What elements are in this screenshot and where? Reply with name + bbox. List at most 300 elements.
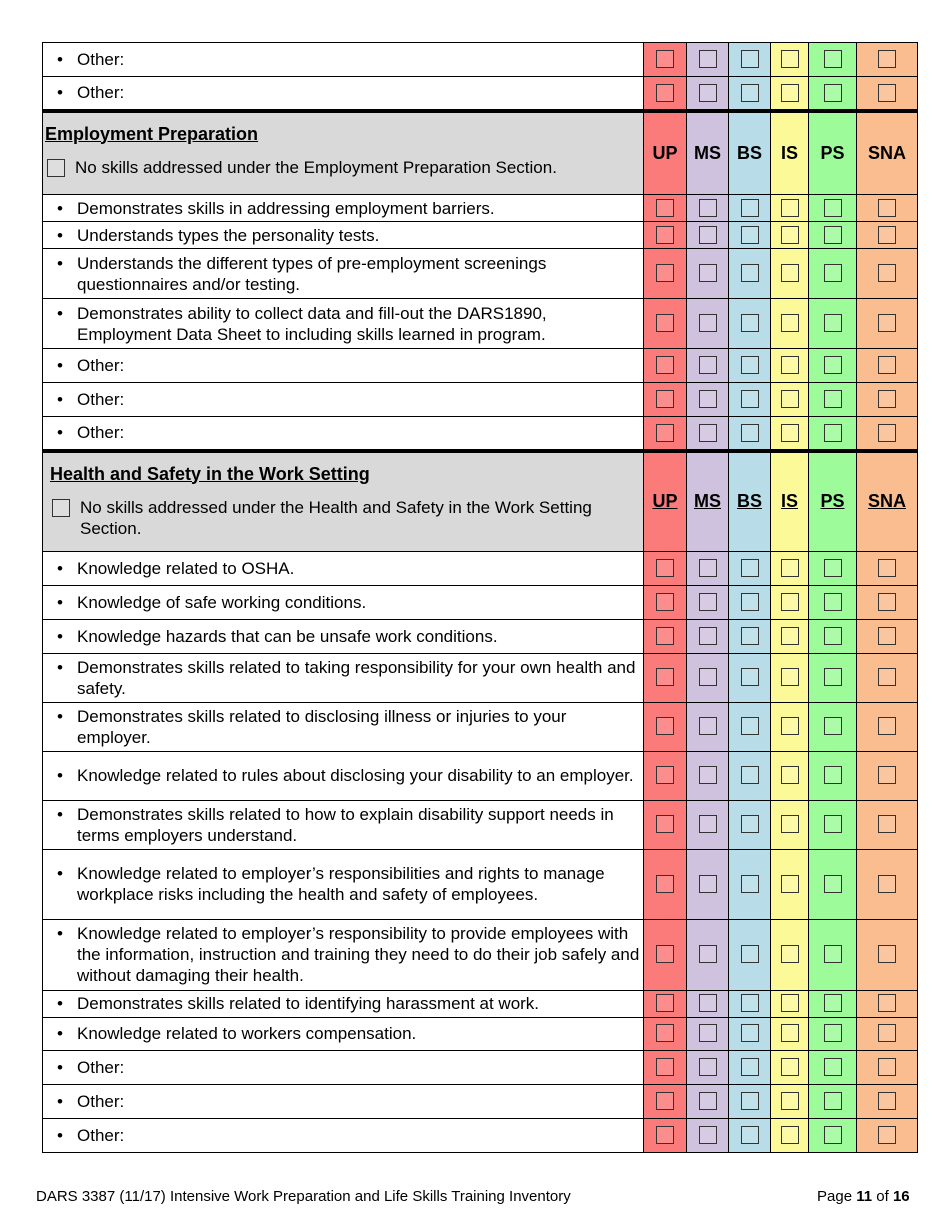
- rating-cell-is: [771, 299, 809, 349]
- bullet-glyph: •: [57, 390, 63, 409]
- rating-checkbox[interactable]: [741, 994, 759, 1012]
- rating-cell-is: [771, 1084, 809, 1118]
- rating-checkbox[interactable]: [824, 766, 842, 784]
- rating-checkbox[interactable]: [656, 1092, 674, 1110]
- rating-checkbox[interactable]: [656, 815, 674, 833]
- rating-cell-ps: [809, 619, 857, 653]
- skill-cell: [43, 653, 644, 702]
- rating-cell-bs: [729, 222, 771, 249]
- rating-checkbox[interactable]: [741, 559, 759, 577]
- rating-cell-sna: [857, 1118, 918, 1152]
- skill-cell: [43, 751, 644, 800]
- rating-cell-ps: [809, 1017, 857, 1050]
- no-skills-checkbox[interactable]: [47, 159, 65, 177]
- footer-page-number: Page 11 of 16: [817, 1188, 910, 1205]
- rating-checkbox[interactable]: [656, 593, 674, 611]
- rating-checkbox[interactable]: [656, 84, 674, 102]
- rating-checkbox[interactable]: [781, 314, 799, 332]
- rating-checkbox[interactable]: [656, 199, 674, 217]
- rating-cell-ps: [809, 551, 857, 585]
- rating-checkbox[interactable]: [699, 766, 717, 784]
- rating-checkbox[interactable]: [824, 815, 842, 833]
- skill-cell: [43, 1050, 644, 1084]
- rating-checkbox[interactable]: [781, 264, 799, 282]
- rating-checkbox[interactable]: [741, 593, 759, 611]
- rating-checkbox[interactable]: [781, 50, 799, 68]
- rating-checkbox[interactable]: [699, 226, 717, 244]
- skill-cell: [43, 249, 644, 299]
- rating-cell-ps: [809, 585, 857, 619]
- rating-checkbox[interactable]: [824, 945, 842, 963]
- bullet-glyph: •: [57, 1057, 63, 1077]
- table-row: [43, 299, 918, 349]
- rating-checkbox[interactable]: [656, 50, 674, 68]
- rating-cell-ms: [687, 1017, 729, 1050]
- skill-cell: [43, 702, 644, 751]
- rating-checkbox[interactable]: [781, 593, 799, 611]
- rating-checkbox[interactable]: [741, 84, 759, 102]
- rating-checkbox[interactable]: [878, 84, 896, 102]
- rating-checkbox[interactable]: [824, 84, 842, 102]
- rating-checkbox[interactable]: [741, 668, 759, 686]
- rating-checkbox[interactable]: [781, 1126, 799, 1144]
- rating-checkbox[interactable]: [656, 390, 674, 408]
- rating-cell-is: [771, 417, 809, 451]
- rating-cell-sna: [857, 800, 918, 849]
- rating-checkbox[interactable]: [878, 50, 896, 68]
- rating-cell-up: [644, 751, 687, 800]
- rating-checkbox[interactable]: [878, 559, 896, 577]
- bullet-glyph: •: [57, 558, 63, 578]
- rating-cell-ps: [809, 751, 857, 800]
- rating-checkbox[interactable]: [741, 199, 759, 217]
- skill-cell: [43, 222, 644, 249]
- rating-cell-ms: [687, 417, 729, 451]
- table-row: [43, 43, 918, 77]
- rating-checkbox[interactable]: [878, 766, 896, 784]
- rating-checkbox[interactable]: [878, 1024, 896, 1042]
- rating-checkbox[interactable]: [824, 559, 842, 577]
- rating-checkbox[interactable]: [741, 264, 759, 282]
- skill-cell: [43, 619, 644, 653]
- rating-checkbox[interactable]: [824, 668, 842, 686]
- rating-cell-up: [644, 77, 687, 111]
- rating-checkbox[interactable]: [656, 1024, 674, 1042]
- rating-cell-bs: [729, 800, 771, 849]
- no-skills-checkbox[interactable]: [52, 499, 70, 517]
- rating-cell-sna: [857, 551, 918, 585]
- rating-checkbox[interactable]: [656, 314, 674, 332]
- column-header-ps: PS: [809, 451, 857, 552]
- rating-checkbox[interactable]: [741, 627, 759, 645]
- rating-cell-ms: [687, 43, 729, 77]
- rating-checkbox[interactable]: [741, 815, 759, 833]
- rating-checkbox[interactable]: [699, 390, 717, 408]
- rating-checkbox[interactable]: [699, 875, 717, 893]
- rating-checkbox[interactable]: [824, 875, 842, 893]
- rating-checkbox[interactable]: [741, 1024, 759, 1042]
- rating-checkbox[interactable]: [878, 668, 896, 686]
- rating-checkbox[interactable]: [781, 1092, 799, 1110]
- rating-checkbox[interactable]: [824, 1126, 842, 1144]
- rating-cell-sna: [857, 751, 918, 800]
- rating-checkbox[interactable]: [781, 84, 799, 102]
- no-skills-label: No skills addressed under the Health and Safety in the Work Setting Section.: [80, 497, 592, 538]
- table-row: [43, 702, 918, 751]
- rating-cell-up: [644, 1017, 687, 1050]
- rating-cell-ps: [809, 1050, 857, 1084]
- rating-checkbox[interactable]: [656, 994, 674, 1012]
- rating-checkbox[interactable]: [699, 627, 717, 645]
- rating-checkbox[interactable]: [741, 717, 759, 735]
- skill-cell: [43, 349, 644, 383]
- bullet-glyph: •: [57, 356, 63, 375]
- section-title: Health and Safety in the Work Setting: [50, 463, 370, 484]
- rating-cell-ps: [809, 383, 857, 417]
- rating-checkbox[interactable]: [878, 875, 896, 893]
- rating-cell-up: [644, 195, 687, 222]
- rating-checkbox[interactable]: [656, 356, 674, 374]
- rating-checkbox[interactable]: [699, 1058, 717, 1076]
- rating-checkbox[interactable]: [741, 356, 759, 374]
- rating-checkbox[interactable]: [656, 945, 674, 963]
- section-header-cell: [43, 451, 644, 552]
- rating-checkbox[interactable]: [781, 875, 799, 893]
- table-row: [43, 1017, 918, 1050]
- rating-cell-ps: [809, 417, 857, 451]
- rating-cell-ps: [809, 800, 857, 849]
- skill-label: Demonstrates skills in addressing employment barriers.: [77, 198, 495, 218]
- rating-cell-ps: [809, 1118, 857, 1152]
- rating-checkbox[interactable]: [699, 356, 717, 374]
- bullet-glyph: •: [57, 225, 63, 245]
- rating-cell-ms: [687, 77, 729, 111]
- rating-checkbox[interactable]: [781, 766, 799, 784]
- rating-cell-ps: [809, 1084, 857, 1118]
- rating-cell-up: [644, 800, 687, 849]
- bullet-glyph: •: [57, 924, 63, 943]
- rating-checkbox[interactable]: [781, 559, 799, 577]
- bullet-glyph: •: [57, 1024, 63, 1043]
- rating-checkbox[interactable]: [741, 1092, 759, 1110]
- table-row: [43, 800, 918, 849]
- rating-checkbox[interactable]: [781, 390, 799, 408]
- bullet-glyph: •: [57, 994, 63, 1013]
- rating-checkbox[interactable]: [741, 50, 759, 68]
- rating-checkbox[interactable]: [699, 994, 717, 1012]
- rating-checkbox[interactable]: [741, 945, 759, 963]
- rating-cell-bs: [729, 653, 771, 702]
- rating-checkbox[interactable]: [824, 994, 842, 1012]
- section-title: Employment Preparation: [45, 123, 259, 144]
- rating-cell-is: [771, 1118, 809, 1152]
- rating-cell-up: [644, 222, 687, 249]
- rating-cell-bs: [729, 990, 771, 1017]
- rating-cell-ms: [687, 585, 729, 619]
- skill-label: Knowledge related to employer’s responsibilities and rights to manage workplace risks including the health and safety of employees.: [77, 864, 605, 904]
- rating-checkbox[interactable]: [824, 593, 842, 611]
- rating-checkbox[interactable]: [699, 1092, 717, 1110]
- rating-cell-is: [771, 77, 809, 111]
- rating-cell-ms: [687, 919, 729, 990]
- rating-checkbox[interactable]: [699, 314, 717, 332]
- rating-checkbox[interactable]: [741, 1126, 759, 1144]
- rating-cell-sna: [857, 222, 918, 249]
- column-header-bs: BS: [729, 451, 771, 552]
- rating-checkbox[interactable]: [699, 84, 717, 102]
- rating-cell-bs: [729, 195, 771, 222]
- skill-cell: [43, 77, 644, 111]
- rating-cell-ms: [687, 702, 729, 751]
- rating-checkbox[interactable]: [699, 668, 717, 686]
- skill-cell: [43, 800, 644, 849]
- rating-checkbox[interactable]: [781, 717, 799, 735]
- rating-cell-sna: [857, 702, 918, 751]
- rating-checkbox[interactable]: [741, 1058, 759, 1076]
- rating-checkbox[interactable]: [656, 264, 674, 282]
- rating-cell-bs: [729, 919, 771, 990]
- column-header-is: IS: [771, 451, 809, 552]
- column-header-ms: MS: [687, 111, 729, 195]
- rating-checkbox[interactable]: [878, 1058, 896, 1076]
- skill-label: Other:: [77, 1057, 125, 1077]
- rating-cell-up: [644, 383, 687, 417]
- rating-checkbox[interactable]: [878, 593, 896, 611]
- rating-cell-bs: [729, 619, 771, 653]
- rating-cell-is: [771, 751, 809, 800]
- rating-cell-bs: [729, 1084, 771, 1118]
- rating-checkbox[interactable]: [781, 945, 799, 963]
- rating-checkbox[interactable]: [699, 264, 717, 282]
- rating-cell-sna: [857, 1050, 918, 1084]
- skill-cell: [43, 1084, 644, 1118]
- skill-cell: [43, 383, 644, 417]
- rating-cell-sna: [857, 619, 918, 653]
- skill-cell: [43, 551, 644, 585]
- rating-checkbox[interactable]: [878, 815, 896, 833]
- skill-label: Other:: [77, 390, 125, 409]
- rating-checkbox[interactable]: [878, 627, 896, 645]
- rating-checkbox[interactable]: [878, 390, 896, 408]
- rating-checkbox[interactable]: [824, 1092, 842, 1110]
- rating-checkbox[interactable]: [699, 815, 717, 833]
- rating-checkbox[interactable]: [824, 1024, 842, 1042]
- rating-checkbox[interactable]: [824, 1058, 842, 1076]
- rating-checkbox[interactable]: [878, 314, 896, 332]
- rating-cell-up: [644, 551, 687, 585]
- rating-checkbox[interactable]: [824, 264, 842, 282]
- rating-cell-is: [771, 1017, 809, 1050]
- rating-checkbox[interactable]: [781, 1058, 799, 1076]
- table-row: [43, 222, 918, 249]
- rating-cell-is: [771, 383, 809, 417]
- rating-cell-bs: [729, 1050, 771, 1084]
- rating-checkbox[interactable]: [824, 627, 842, 645]
- rating-checkbox[interactable]: [699, 945, 717, 963]
- rating-cell-is: [771, 619, 809, 653]
- skill-cell: [43, 1017, 644, 1050]
- column-header-bs: BS: [729, 111, 771, 195]
- rating-cell-up: [644, 653, 687, 702]
- rating-cell-ps: [809, 702, 857, 751]
- skill-cell: [43, 990, 644, 1017]
- rating-cell-up: [644, 702, 687, 751]
- rating-cell-is: [771, 222, 809, 249]
- rating-cell-sna: [857, 919, 918, 990]
- rating-checkbox[interactable]: [781, 994, 799, 1012]
- table-row: [43, 249, 918, 299]
- rating-checkbox[interactable]: [656, 627, 674, 645]
- skill-label: Demonstrates skills related to taking responsibility for your own health and safety.: [77, 657, 636, 698]
- rating-cell-is: [771, 702, 809, 751]
- bullet-glyph: •: [57, 1125, 63, 1145]
- column-header-sna: SNA: [857, 111, 918, 195]
- skill-label: Other:: [77, 1091, 125, 1111]
- table-row: [43, 1050, 918, 1084]
- rating-cell-up: [644, 585, 687, 619]
- rating-checkbox[interactable]: [824, 314, 842, 332]
- rating-cell-bs: [729, 1118, 771, 1152]
- column-header-sna: SNA: [857, 451, 918, 552]
- rating-checkbox[interactable]: [781, 356, 799, 374]
- rating-cell-is: [771, 849, 809, 919]
- rating-checkbox[interactable]: [699, 593, 717, 611]
- rating-checkbox[interactable]: [656, 668, 674, 686]
- rating-cell-bs: [729, 349, 771, 383]
- rating-checkbox[interactable]: [878, 1126, 896, 1144]
- rating-checkbox[interactable]: [699, 424, 717, 442]
- rating-cell-sna: [857, 417, 918, 451]
- rating-cell-ms: [687, 800, 729, 849]
- rating-checkbox[interactable]: [878, 945, 896, 963]
- rating-checkbox[interactable]: [741, 766, 759, 784]
- rating-checkbox[interactable]: [781, 627, 799, 645]
- rating-checkbox[interactable]: [656, 424, 674, 442]
- rating-checkbox[interactable]: [781, 424, 799, 442]
- rating-cell-ps: [809, 222, 857, 249]
- rating-cell-up: [644, 990, 687, 1017]
- rating-checkbox[interactable]: [699, 559, 717, 577]
- rating-cell-up: [644, 249, 687, 299]
- rating-checkbox[interactable]: [699, 1126, 717, 1144]
- rating-checkbox[interactable]: [741, 226, 759, 244]
- skill-label: Knowledge of safe working conditions.: [77, 592, 367, 612]
- rating-cell-sna: [857, 653, 918, 702]
- rating-checkbox[interactable]: [699, 1024, 717, 1042]
- table-row: [43, 349, 918, 383]
- rating-checkbox[interactable]: [878, 356, 896, 374]
- rating-checkbox[interactable]: [824, 50, 842, 68]
- rating-checkbox[interactable]: [699, 199, 717, 217]
- rating-cell-ms: [687, 249, 729, 299]
- rating-cell-bs: [729, 585, 771, 619]
- rating-cell-is: [771, 653, 809, 702]
- rating-checkbox[interactable]: [824, 717, 842, 735]
- rating-checkbox[interactable]: [699, 50, 717, 68]
- rating-checkbox[interactable]: [741, 875, 759, 893]
- rating-checkbox[interactable]: [824, 424, 842, 442]
- rating-cell-ms: [687, 1118, 729, 1152]
- rating-checkbox[interactable]: [656, 1126, 674, 1144]
- rating-cell-up: [644, 43, 687, 77]
- rating-checkbox[interactable]: [824, 356, 842, 374]
- rating-checkbox[interactable]: [781, 226, 799, 244]
- skills-inventory-table: [42, 42, 918, 1153]
- section-header-cell: [43, 111, 644, 195]
- skill-label: Demonstrates skills related to identifying harassment at work.: [77, 994, 540, 1013]
- skill-cell: [43, 417, 644, 451]
- bullet-glyph: •: [57, 766, 63, 785]
- rating-cell-ps: [809, 653, 857, 702]
- table-row: [43, 1118, 918, 1152]
- rating-cell-sna: [857, 585, 918, 619]
- rating-checkbox[interactable]: [741, 390, 759, 408]
- skill-label: Understands the different types of pre-employment screenings questionnaires and/or testing.: [77, 253, 547, 294]
- rating-checkbox[interactable]: [878, 424, 896, 442]
- skill-cell: [43, 195, 644, 222]
- skill-label: Understands types the personality tests.: [77, 225, 380, 245]
- rating-cell-up: [644, 1050, 687, 1084]
- rating-cell-bs: [729, 551, 771, 585]
- rating-cell-is: [771, 249, 809, 299]
- rating-cell-is: [771, 1050, 809, 1084]
- table-row: [43, 417, 918, 451]
- rating-cell-sna: [857, 43, 918, 77]
- rating-checkbox[interactable]: [824, 226, 842, 244]
- rating-checkbox[interactable]: [656, 226, 674, 244]
- table-row: [43, 195, 918, 222]
- rating-checkbox[interactable]: [656, 875, 674, 893]
- rating-checkbox[interactable]: [878, 264, 896, 282]
- rating-checkbox[interactable]: [781, 1024, 799, 1042]
- table-row: [43, 751, 918, 800]
- rating-checkbox[interactable]: [656, 766, 674, 784]
- rating-checkbox[interactable]: [656, 1058, 674, 1076]
- rating-checkbox[interactable]: [824, 390, 842, 408]
- rating-checkbox[interactable]: [699, 717, 717, 735]
- column-header-up: UP: [644, 451, 687, 552]
- rating-cell-is: [771, 195, 809, 222]
- rating-cell-ms: [687, 551, 729, 585]
- rating-cell-sna: [857, 195, 918, 222]
- rating-checkbox[interactable]: [781, 199, 799, 217]
- skill-label: Other:: [77, 1125, 125, 1145]
- bullet-glyph: •: [57, 303, 63, 323]
- rating-checkbox[interactable]: [878, 717, 896, 735]
- rating-checkbox[interactable]: [878, 1092, 896, 1110]
- rating-checkbox[interactable]: [824, 199, 842, 217]
- rating-cell-sna: [857, 1017, 918, 1050]
- rating-cell-sna: [857, 1084, 918, 1118]
- rating-checkbox[interactable]: [781, 668, 799, 686]
- rating-checkbox[interactable]: [878, 994, 896, 1012]
- rating-cell-up: [644, 1084, 687, 1118]
- rating-cell-ms: [687, 383, 729, 417]
- rating-checkbox[interactable]: [656, 717, 674, 735]
- skill-label: Knowledge related to employer’s responsibility to provide employees with the information, instruction and training they need to do their job safely and without damaging their health.: [77, 924, 640, 985]
- rating-checkbox[interactable]: [741, 314, 759, 332]
- rating-cell-sna: [857, 249, 918, 299]
- rating-checkbox[interactable]: [878, 199, 896, 217]
- bullet-glyph: •: [57, 198, 63, 218]
- column-header-ps: PS: [809, 111, 857, 195]
- rating-checkbox[interactable]: [781, 815, 799, 833]
- rating-checkbox[interactable]: [741, 424, 759, 442]
- rating-checkbox[interactable]: [878, 226, 896, 244]
- rating-checkbox[interactable]: [656, 559, 674, 577]
- skill-cell: [43, 585, 644, 619]
- rating-cell-ps: [809, 195, 857, 222]
